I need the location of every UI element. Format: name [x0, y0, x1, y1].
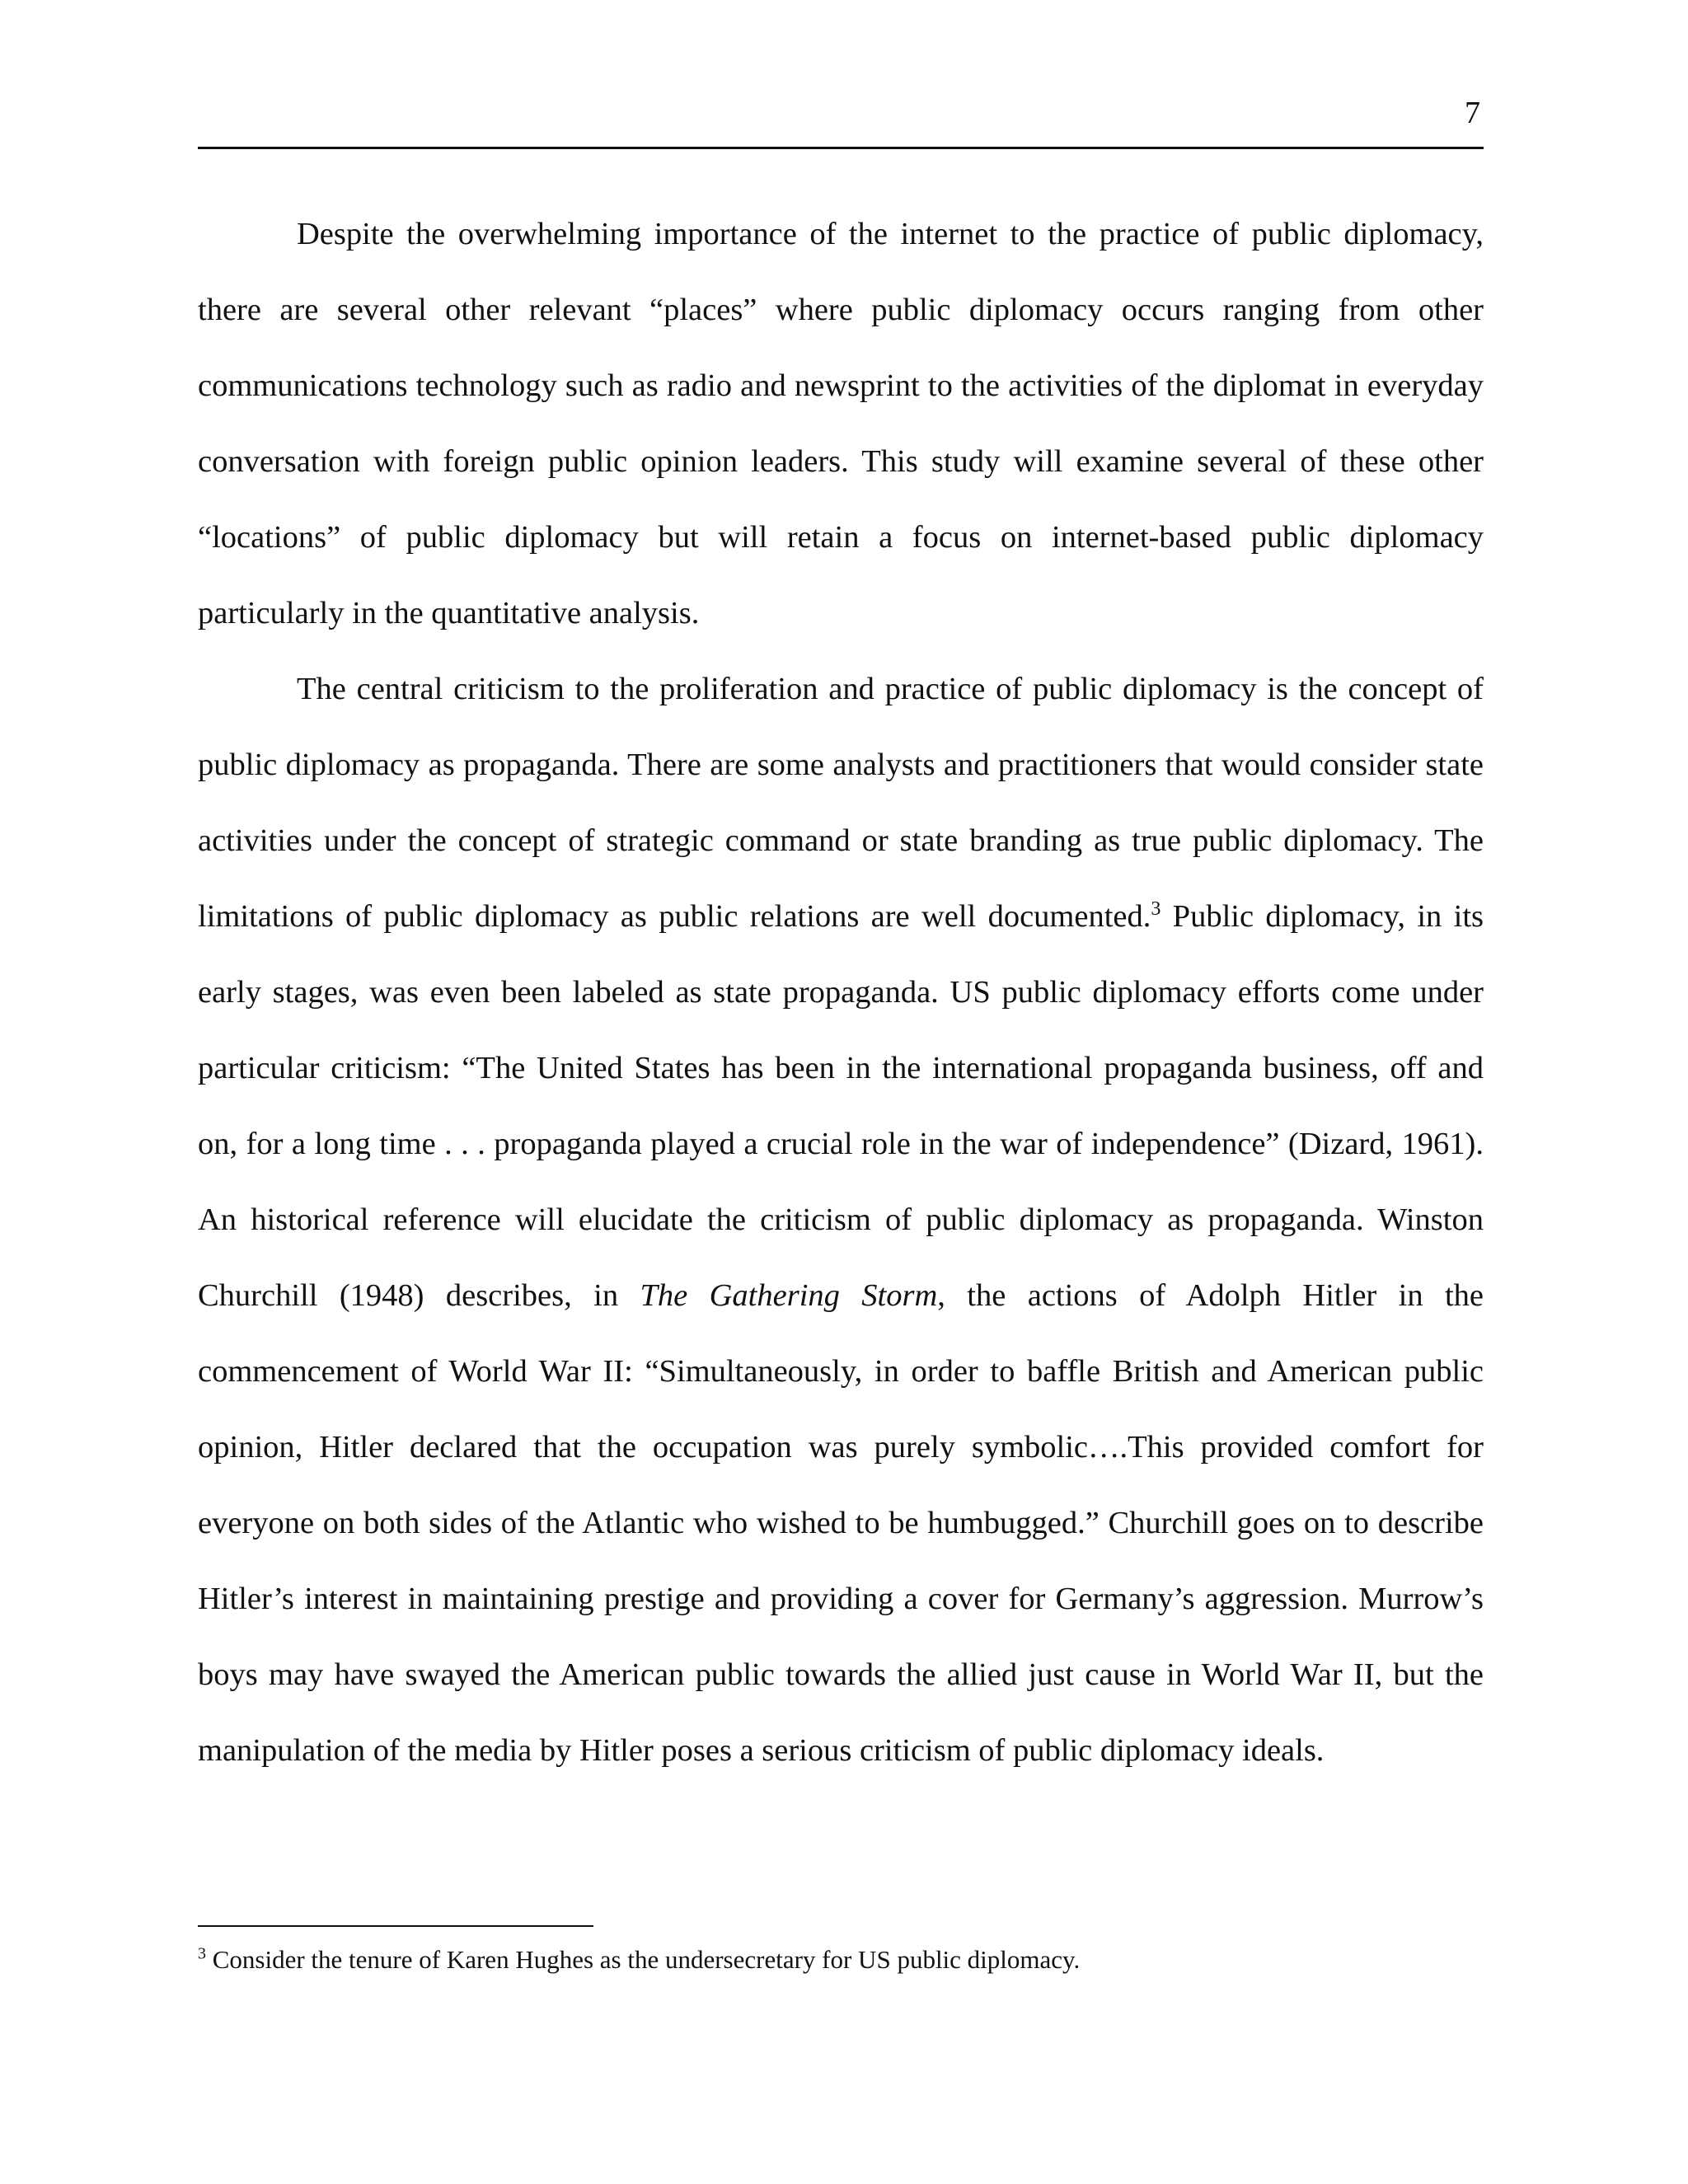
paragraph-2-part-3: , the actions of Adolph Hitler in the commencement of World War II: “Simultaneously, in order to baffle British and American public opinion, Hitler declared that the occupation was purely symbolic….This provided comfort for everyone on both sides of the Atlantic who wished to be humbugged.” Churchill goes on to describe Hitler’s interest in maintaining prestige and providing a cover for Germany’s aggression. Murrow’s boys may have swayed the American public towards the allied just cause in World War II, but the manipulation of the media by Hitler poses a serious criticism of public diplomacy ideals.	[198, 1278, 1484, 1768]
paragraph-1: Despite the overwhelming importance of the internet to the practice of public diplomacy, there are several other relevant “places” where public diplomacy occurs ranging from other communications technology such as radio and newsprint to the activities of the diplomat in everyday conversation with foreign public opinion leaders. This study will examine several of these other “locations” of public diplomacy but will retain a focus on internet-based public diplomacy particularly in the quantitative analysis.	[198, 217, 1484, 630]
book-title: The Gathering Storm	[640, 1278, 938, 1313]
paragraph-2-part-1: The central criticism to the proliferation and practice of public diplomacy is the concept of public diplomacy as propaganda. There are some analysts and practitioners that would consider state activities under the concept of strategic command or state branding as true public diplomacy. The limitations of public diplomacy as public relations are well documented.	[198, 672, 1484, 934]
footnote	[198, 1942, 1484, 1978]
footnote-number: 3	[198, 1944, 206, 1963]
header-rule	[198, 147, 1484, 149]
footnote-separator	[198, 1925, 593, 1927]
paragraph-2-part-2: Public diplomacy, in its early stages, was even been labeled as state propaganda. US public diplomacy efforts come under particular criticism: “The United States has been in the international propaganda business, off and on, for a long time . . . propaganda played a crucial role in the war of independence” (Dizard, 1961). An historical reference will elucidate the criticism of public diplomacy as propaganda. Winston Churchill (1948) describes, in	[198, 899, 1484, 1313]
paragraph-2	[198, 651, 1484, 1788]
page-number: 7	[1465, 96, 1480, 130]
footnote-text: Consider the tenure of Karen Hughes as the undersecretary for US public diplomacy.	[206, 1945, 1081, 1974]
body-text	[198, 196, 1484, 1788]
footnote-reference[interactable]: 3	[1151, 898, 1161, 921]
